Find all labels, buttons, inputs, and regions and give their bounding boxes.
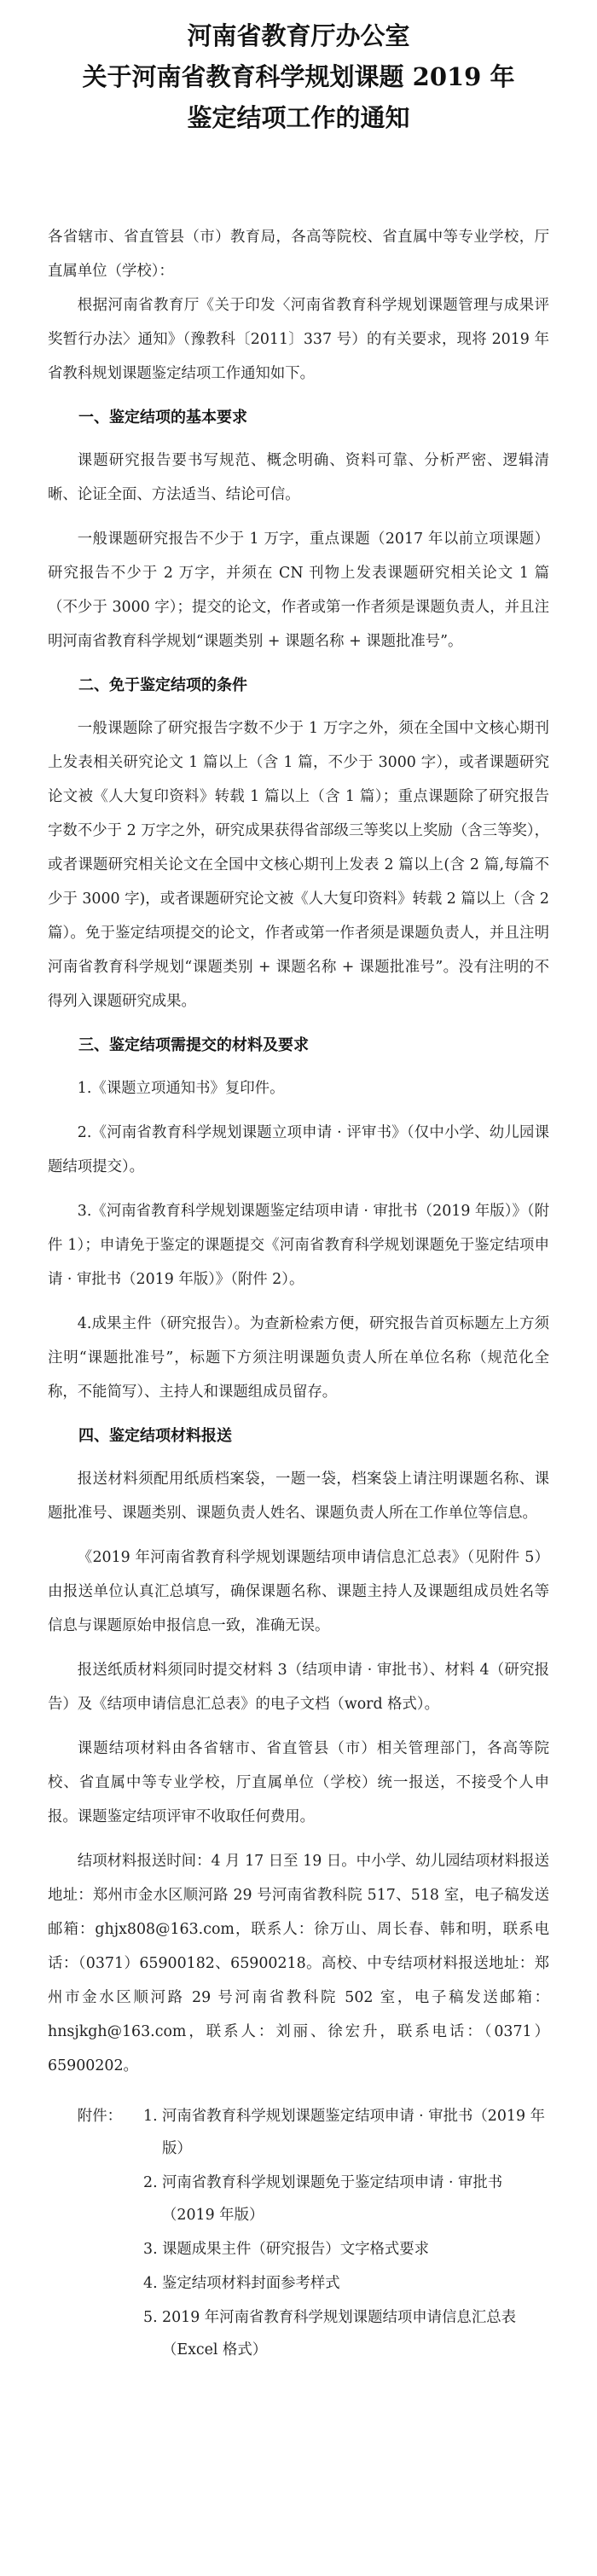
attachment-title: 2019 年河南省教育科学规划课题结项申请信息汇总表（Excel 格式） [162,2309,516,2358]
paragraph: 一般课题除了研究报告字数不少于 1 万字之外，须在全国中文核心期刊上发表相关研究论文 1 篇以上（含 1 篇，不少于 3000 字），或者课题研究论文被《人大复印资料》转载 1 篇以上（含 1 篇）；重点课题除了研究报告字数不少于 2 万字之外，研究成果获得省部级三等奖以上奖励（含三等奖），或者课题研究相关论文在全国中文核心期刊上发表 2 篇以上(含 2 篇,每篇不少于 3000 字)，或者课题研究论文被《人大复印资料》转载 2 篇以上（含 2 篇）。免于鉴定结项提交的论文，作者或第一作者须是课题负责人，并且注明河南省教育科学规划“课题类别 + 课题名称 + 课题批准号”。没有注明的不得列入课题研究成果。 [48,720,549,1010]
section-heading-exemption: 二、免于鉴定结项的条件 [78,676,247,694]
attachment-number: 3. [143,2241,158,2258]
paragraph: 4.成果主件（研究报告）。为查新检索方便，研究报告首页标题左上方须注明“课题批准号”，标题下方须注明课题负责人所在单位名称（规范化全称，不能简写）、主持人和课题组成员留存。 [48,1315,549,1401]
attachment-item [143,2167,549,2231]
section-heading-submission: 四、鉴定结项材料报送 [78,1427,232,1445]
intro-paragraph: 根据河南省教育厅《关于印发〈河南省教育科学规划课题管理与成果评奖暂行办法〉通知》（豫教科〔2011〕337 号）的有关要求，现将 2019 年省教科规划课题鉴定结项工作通知如下。 [48,297,549,382]
addressee: 各省辖市、省直管县（市）教育局，各高等院校、省直属中等专业学校，厅直属单位（学校）： [48,229,549,280]
paragraph: 2.《河南省教育科学规划课题立项申请 · 评审书》（仅中小学、幼儿园课题结项提交）。 [48,1124,549,1175]
paragraph: 一般课题研究报告不少于 1 万字，重点课题（2017 年以前立项课题）研究报告不少于 2 万字，并须在 CN 刊物上发表课题研究相关论文 1 篇（不少于 3000 字）；提交的论文，作者或第一作者须是课题负责人，并且注明河南省教育科学规划“课题类别 + 课题名称 + 课题批准号”。 [48,531,549,650]
paragraph: 课题研究报告要书写规范、概念明确、资料可靠、分析严密、逻辑清晰、论证全面、方法适当、结论可信。 [48,452,549,503]
paragraph: 报送纸质材料须同时提交材料 3（结项申请 · 审批书）、材料 4（研究报告）及《结项申请信息汇总表》的电子文档（word 格式）。 [48,1662,549,1713]
section-heading-requirements: 一、鉴定结项的基本要求 [78,409,247,426]
paragraph: 1.《课题立项通知书》复印件。 [77,1080,285,1097]
attachment-item [143,2100,549,2165]
title-line-2: 关于河南省教育科学规划课题 2019 年 [82,62,515,91]
attachment-number: 4. [143,2275,158,2292]
attachment-title: 河南省教育科学规划课题免于鉴定结项申请 · 审批书（2019 年版） [162,2174,503,2224]
attachments-block [48,2100,549,2368]
attachment-number: 1. [143,2108,158,2125]
paragraph: 《2019 年河南省教育科学规划课题结项申请信息汇总表》（见附件 5）由报送单位认真汇总填写，确保课题名称、课题主持人及课题组成员姓名等信息与课题原始申报信息一致，准确无误。 [48,1549,549,1634]
paragraph: 课题结项材料由各省辖市、省直管县（市）相关管理部门，各高等院校、省直属中等专业学校，厅直属单位（学校）统一报送，不接受个人申报。课题鉴定结项评审不收取任何费用。 [48,1740,549,1825]
attachment-number: 5. [143,2309,158,2326]
paragraph: 结项材料报送时间：4 月 17 日至 19 日。中小学、幼儿园结项材料报送地址：郑州市金水区顺河路 29 号河南省教科院 517、518 室，电子稿发送邮箱：ghjx808@163.com，联系人：徐万山、周长春、韩和明，联系电话：（0371）65900182、65900218。高校、中专结项材料报送地址：郑州市金水区顺河路 29 号河南省教科院 502 室，电子稿发送邮箱：hnsjkgh@163.com，联系人：刘丽、徐宏升，联系电话：（0371）65900202。 [48,1853,549,2074]
paragraph: 3.《河南省教育科学规划课题鉴定结项申请 · 审批书（2019 年版）》（附件 1）；申请免于鉴定的课题提交《河南省教育科学规划课题免于鉴定结项申请 · 审批书（2019 年版）》（附件 2）。 [48,1203,549,1288]
attachment-title: 河南省教育科学规划课题鉴定结项申请 · 审批书（2019 年版） [162,2108,545,2157]
title-line-1: 河南省教育厅办公室 [187,21,410,50]
attachments-label: 附件： [77,2108,122,2125]
paragraph: 报送材料须配用纸质档案袋，一题一袋，档案袋上请注明课题名称、课题批准号、课题类别、课题负责人姓名、课题负责人所在工作单位等信息。 [48,1471,549,1522]
attachment-title: 课题成果主件（研究报告）文字格式要求 [162,2241,430,2258]
section-heading-materials: 三、鉴定结项需提交的材料及要求 [78,1036,309,1054]
attachment-number: 2. [143,2174,158,2191]
attachment-item [143,2267,549,2300]
title-line-3: 鉴定结项工作的通知 [187,103,410,132]
attachment-item [143,2233,549,2266]
attachment-title: 鉴定结项材料封面参考样式 [162,2275,340,2292]
attachment-item [143,2301,549,2366]
document-title [48,15,549,138]
attachments-list [143,2100,549,2368]
